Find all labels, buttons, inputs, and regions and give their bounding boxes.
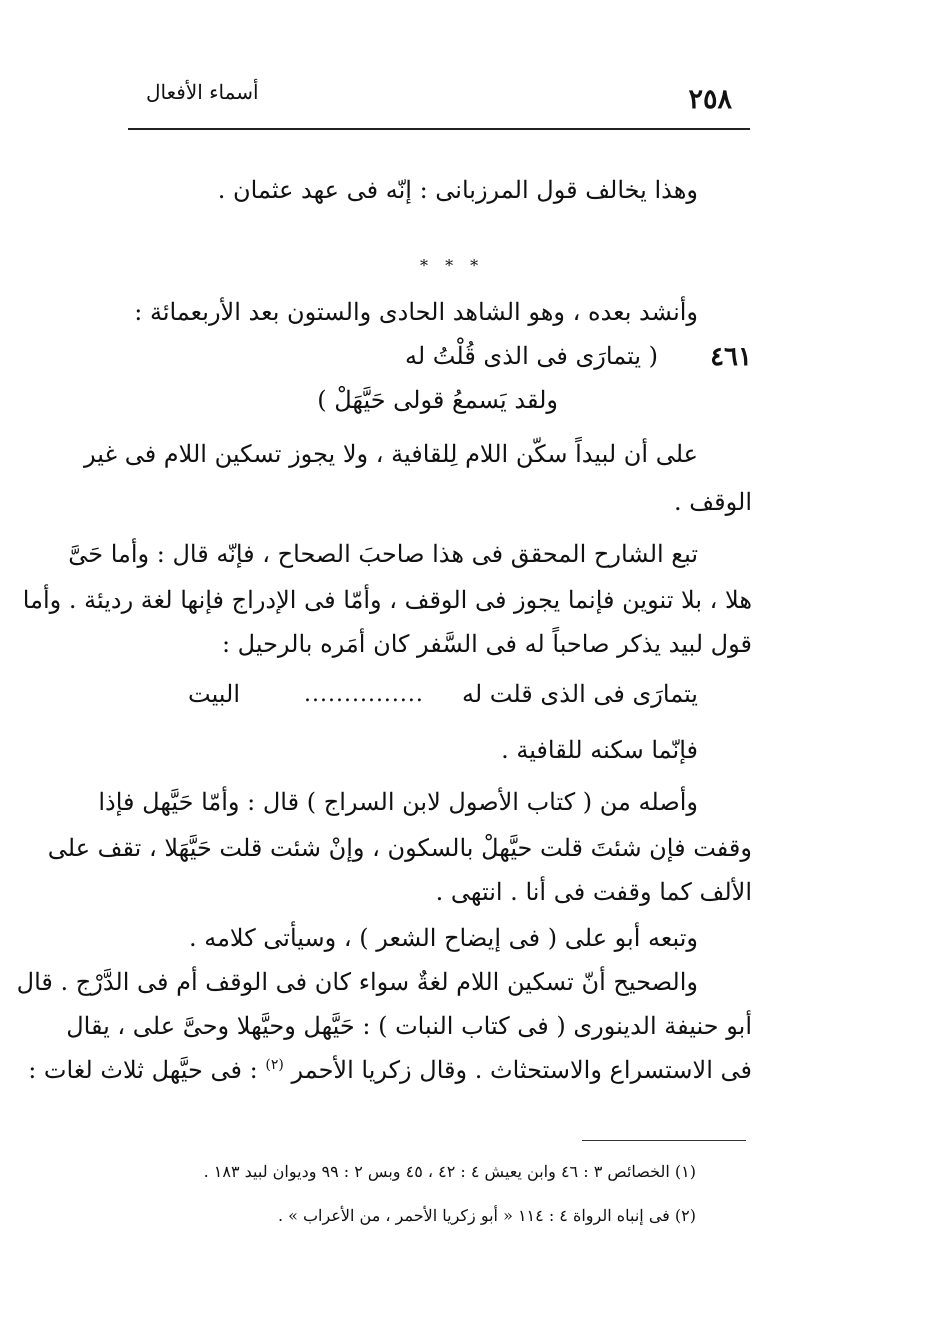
text-line: أبو حنيفة الدينورى ( فى كتاب النبات ) : حَيَّهل وحيَّهلا وحىَّ على ، يقال bbox=[66, 1012, 752, 1040]
verse-hemistich-1: ( يتمارَى فى الذى قُلْتُ له bbox=[405, 342, 658, 370]
text-line: والصحيح أنّ تسكين اللام لغةٌ سواء كان فى الوقف أم فى الدَّرْج . قال bbox=[16, 968, 698, 996]
header-rule bbox=[128, 128, 750, 130]
verse-citation-end: البيت bbox=[188, 680, 241, 708]
page-number: ٢٥٨ bbox=[688, 84, 732, 115]
text-line: الوقف . bbox=[674, 488, 752, 516]
running-title: أسماء الأفعال bbox=[146, 80, 259, 104]
text-line: وأنشد بعده ، وهو الشاهد الحادى والستون بعد الأربعمائة : bbox=[134, 298, 698, 326]
footnote-1: (١) الخصائص ٣ : ٤٦ وابن يعيش ٤ : ٤٢ ، ٤٥ وبس ٢ : ٩٩ وديوان لبيد ١٨٣ . bbox=[203, 1162, 696, 1181]
verse-number: ٤٦١ bbox=[710, 342, 752, 372]
text-line: هلا ، بلا تنوين فإنما يجوز فى الوقف ، وأمّا فى الإدراج فإنها لغة رديئة . وأما bbox=[22, 586, 752, 614]
text-line: وأصله من ( كتاب الأصول لابن السراج ) قال : وأمّا حَيَّهل فإذا bbox=[98, 788, 698, 816]
verse-citation-ellipsis: ............... bbox=[304, 682, 424, 707]
footnote-rule bbox=[582, 1140, 746, 1141]
text-line: على أن لبيداً سكّن اللام لِلقافية ، ولا يجوز تسكين اللام فى غير bbox=[84, 440, 698, 468]
verse-citation: يتمارَى فى الذى قلت له bbox=[461, 680, 698, 708]
text-line: وتبعه أبو على ( فى إيضاح الشعر ) ، وسيأتى كلامه . bbox=[188, 924, 698, 952]
text-line: فإنّما سكنه للقافية . bbox=[501, 736, 698, 764]
text-line bbox=[28, 1056, 752, 1085]
text-line: قول لبيد يذكر صاحباً له فى السَّفر كان أمَره بالرحيل : bbox=[221, 630, 752, 658]
text-fragment: فى الاستسراع والاستحثاث . وقال زكريا الأحمر bbox=[291, 1056, 752, 1084]
verse-hemistich-2: ولقد يَسمعُ قولى حَيَّهَلْ ) bbox=[317, 386, 558, 414]
text-line: وهذا يخالف قول المرزبانى : إنّه فى عهد عثمان . bbox=[217, 176, 698, 204]
text-fragment: : فى حيَّهل ثلاث لغات : bbox=[28, 1056, 258, 1084]
text-line: تبع الشارح المحقق فى هذا صاحبَ الصحاح ، فإنّه قال : وأما حَىَّ bbox=[68, 540, 698, 568]
text-line: الألف كما وقفت فى أنا . انتهى . bbox=[435, 878, 752, 906]
text-line: وقفت فإن شئتَ قلت حيَّهلْ بالسكون ، وإنْ شئت قلت حَيَّهَلا ، تقف على bbox=[47, 834, 752, 862]
footnote-2: (٢) فى إنباه الرواة ٤ : ١١٤ « أبو زكريا الأحمر ، من الأعراب » . bbox=[277, 1206, 696, 1225]
footnote-marker: (٢) bbox=[265, 1057, 284, 1073]
section-separator: * * * bbox=[420, 256, 485, 275]
